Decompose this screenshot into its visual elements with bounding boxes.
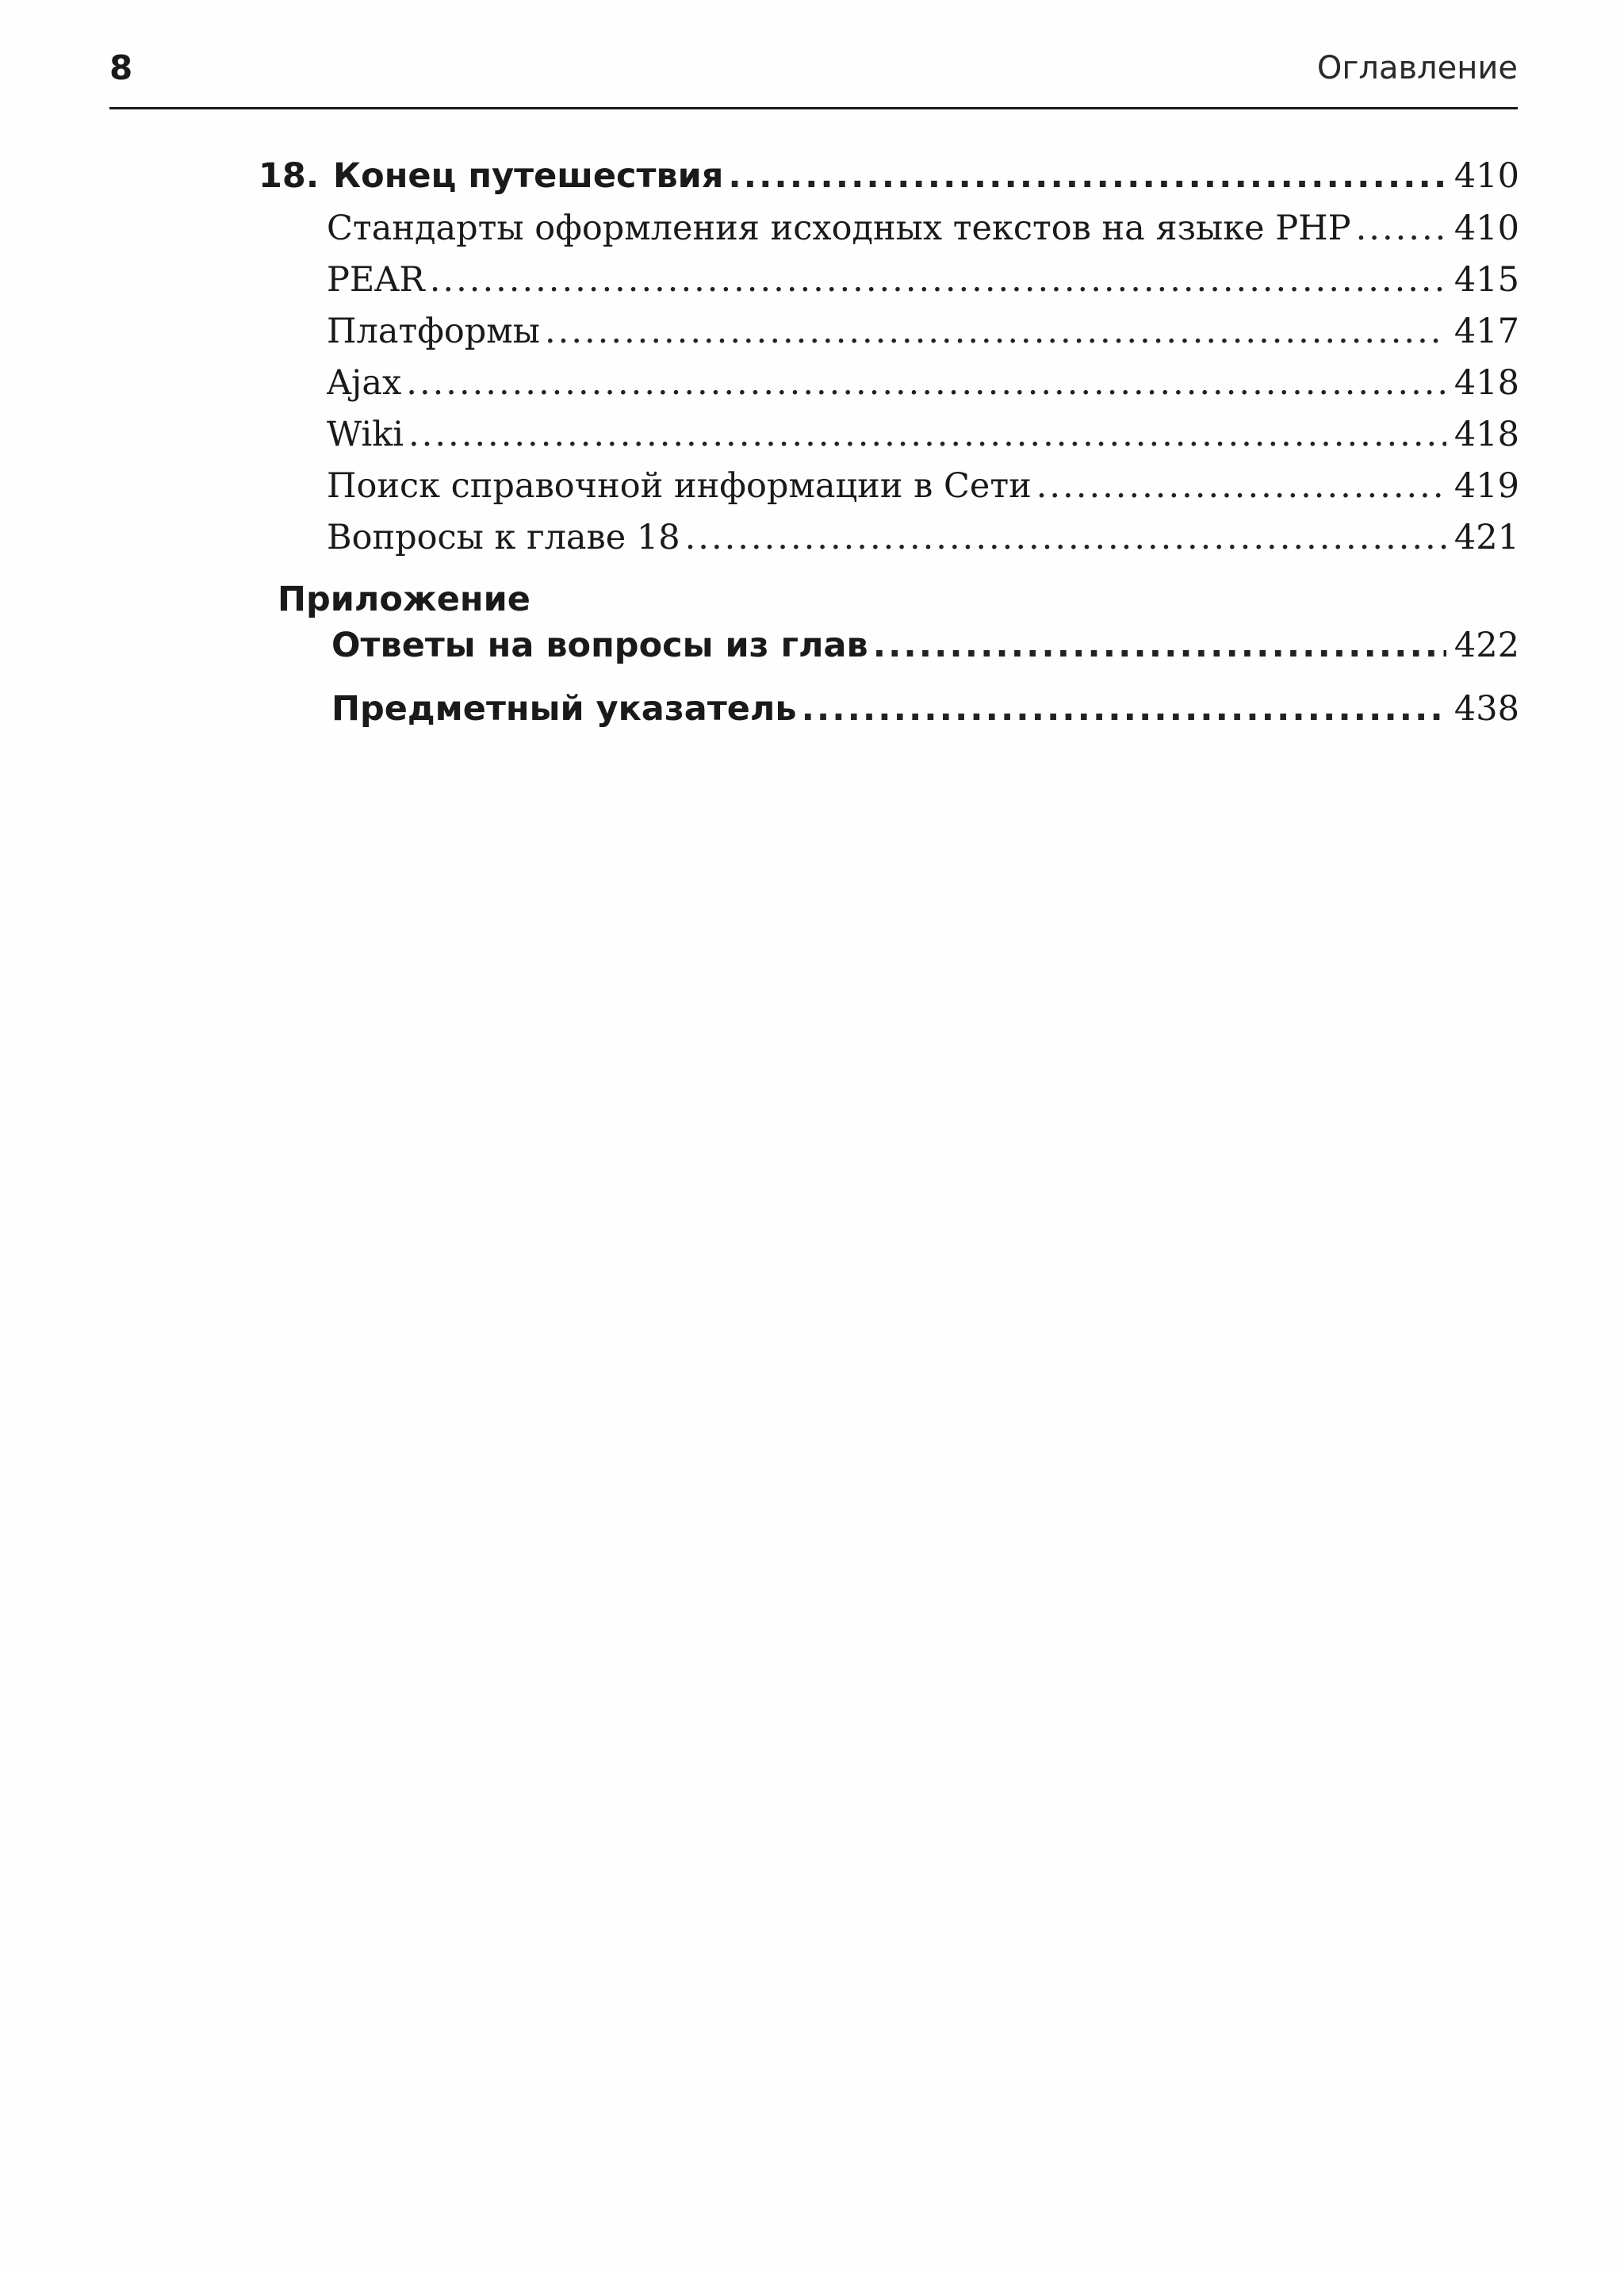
toc-entry-section[interactable] [327,464,1519,508]
toc-entry-section[interactable] [327,206,1519,251]
dot-leader [1356,206,1446,251]
toc-entry-page: 415 [1454,260,1519,300]
dot-leader [802,687,1446,731]
toc-entry-title: Ajax [327,363,402,403]
toc-entry-title: Конец путешествия [333,156,724,196]
toc-entry-page: 410 [1454,209,1519,248]
dot-leader [430,258,1446,302]
toc-entry-page: 417 [1454,312,1519,351]
toc-entry-title: PEAR [327,260,425,300]
toc-entry-page: 418 [1454,415,1519,454]
chapter-number: 18. [259,156,320,196]
toc-entry-title: Платформы [327,312,540,351]
toc-entry-title: Стандарты оформления исходных текстов на языке PHP [327,209,1351,248]
toc-entry-title: Wiki [327,415,404,454]
dot-leader [873,623,1446,668]
toc-entry-section[interactable] [327,258,1519,302]
toc-entry-page: 438 [1454,689,1519,729]
toc-entry-title: Предметный указатель [331,689,797,729]
dot-leader [406,361,1446,405]
dot-leader [408,412,1446,457]
toc-entry-page: 421 [1454,518,1519,557]
toc-entry-page: 418 [1454,363,1519,403]
dot-leader [545,309,1446,354]
toc-entry-section[interactable] [327,412,1519,457]
toc-entry-chapter[interactable] [333,154,1519,198]
toc-entry-title: Ответы на вопросы из глав [331,626,868,665]
page-number: 8 [109,48,133,87]
appendix-heading: Приложение [278,580,530,619]
toc-entry-page: 419 [1454,466,1519,506]
toc-entry-page: 422 [1454,626,1519,665]
dot-leader [685,515,1446,560]
running-title: Оглавление [1316,50,1518,86]
toc-entry-title: Вопросы к главе 18 [327,518,680,557]
table-of-contents [0,0,1624,793]
toc-entry-title: Поиск справочной информации в Сети [327,466,1032,506]
toc-entry-index[interactable] [331,687,1519,731]
toc-entry-section[interactable] [327,309,1519,354]
toc-entry-page: 410 [1454,156,1519,196]
toc-entry-appendix[interactable] [331,623,1519,668]
dot-leader [728,154,1446,198]
toc-entry-section[interactable] [327,515,1519,560]
dot-leader [1036,464,1446,508]
toc-entry-section[interactable] [327,361,1519,405]
